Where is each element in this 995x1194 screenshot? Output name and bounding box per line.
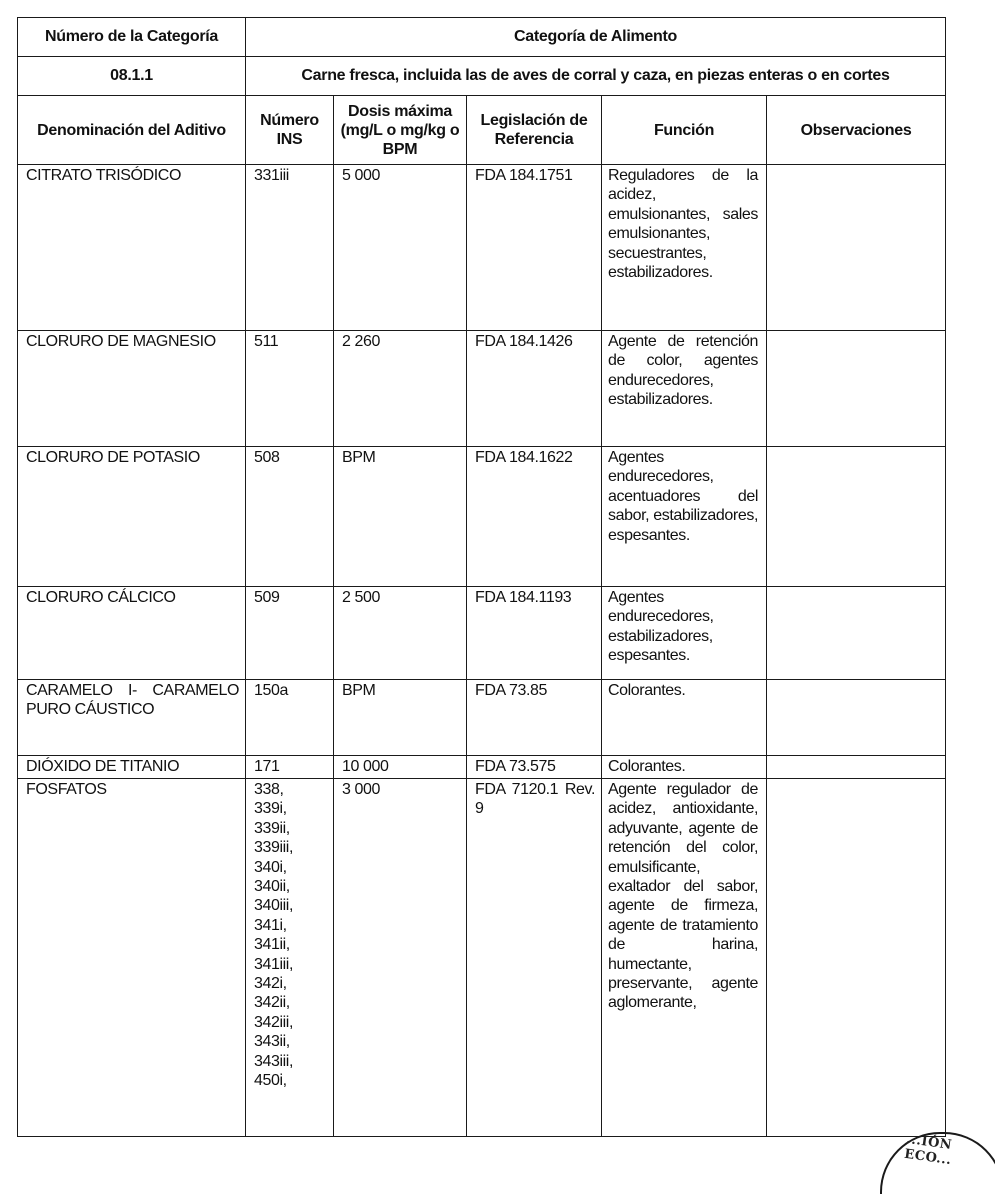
additive-name: CLORURO DE POTASIO [18,447,246,587]
stamp-text: ...IÓN ECO... [903,1131,953,1169]
column-header-function: Función [602,96,767,165]
column-header-additive-name: Denominación del Aditivo [18,96,246,165]
additive-name: FOSFATOS [18,779,246,1137]
observations [767,447,946,587]
additive-name: CARAMELO I- CARAMELO PURO CÁUSTICO [18,680,246,756]
additive-name: DIÓXIDO DE TITANIO [18,756,246,779]
ins-number: 511 [246,331,334,447]
ins-number: 508 [246,447,334,587]
function: Colorantes. [602,756,767,779]
header-row-category-values [18,57,946,96]
max-dose: 2 500 [334,587,467,680]
additive-name: CITRATO TRISÓDICO [18,165,246,331]
max-dose: BPM [334,680,467,756]
function: Colorantes. [602,680,767,756]
max-dose: 5 000 [334,165,467,331]
legislation: FDA 184.1622 [467,447,602,587]
table-row [18,756,946,779]
function: Agentes endurecedores, acentuadores del sabor, estabilizadores, espesantes. [602,447,767,587]
observations [767,587,946,680]
legislation: FDA 184.1426 [467,331,602,447]
observations [767,756,946,779]
ins-number: 331iii [246,165,334,331]
function: Reguladores de la acidez, emulsionantes, sales emulsionantes, secuestrantes, estabilizadores. [602,165,767,331]
max-dose: 2 260 [334,331,467,447]
additive-name: CLORURO DE MAGNESIO [18,331,246,447]
table-row [18,587,946,680]
category-description: Carne fresca, incluida las de aves de corral y caza, en piezas enteras o en cortes [246,57,946,96]
table-row [18,165,946,331]
category-number-label: Número de la Categoría [18,18,246,57]
table-row [18,331,946,447]
ins-number: 171 [246,756,334,779]
table-row [18,447,946,587]
legislation: FDA 184.1751 [467,165,602,331]
column-header-ins-number: Número INS [246,96,334,165]
table-row [18,779,946,1137]
observations [767,779,946,1137]
column-header-row [18,96,946,165]
food-category-label: Categoría de Alimento [246,18,946,57]
legislation: FDA 73.575 [467,756,602,779]
table-row [18,680,946,756]
legislation: FDA 7120.1 Rev. 9 [467,779,602,1137]
max-dose: 10 000 [334,756,467,779]
ins-number: 338, 339i, 339ii, 339iii, 340i, 340ii, 340iii, 341i, 341ii, 341iii, 342i, 342ii, 342iii, 343ii, 343iii, 450i, [246,779,334,1137]
observations [767,680,946,756]
legislation: FDA 184.1193 [467,587,602,680]
column-header-max-dose: Dosis máxima (mg/L o mg/kg o BPM [334,96,467,165]
function: Agente regulador de acidez, antioxidante, adyuvante, agente de retención del color, emulsificante, exaltador del sabor, agente de firmeza, agente de tratamiento de harina, humectante, preservante, agente aglomerante, [602,779,767,1137]
observations [767,331,946,447]
additive-name: CLORURO CÁLCICO [18,587,246,680]
max-dose: BPM [334,447,467,587]
max-dose: 3 000 [334,779,467,1137]
legislation: FDA 73.85 [467,680,602,756]
column-header-legislation: Legislación de Referencia [467,96,602,165]
function: Agente de retención de color, agentes endurecedores, estabilizadores. [602,331,767,447]
ins-number: 150a [246,680,334,756]
observations [767,165,946,331]
column-header-observations: Observaciones [767,96,946,165]
category-number: 08.1.1 [18,57,246,96]
function: Agentes endurecedores, estabilizadores, espesantes. [602,587,767,680]
ins-number: 509 [246,587,334,680]
food-additives-table [17,17,946,1137]
header-row-category-labels [18,18,946,57]
